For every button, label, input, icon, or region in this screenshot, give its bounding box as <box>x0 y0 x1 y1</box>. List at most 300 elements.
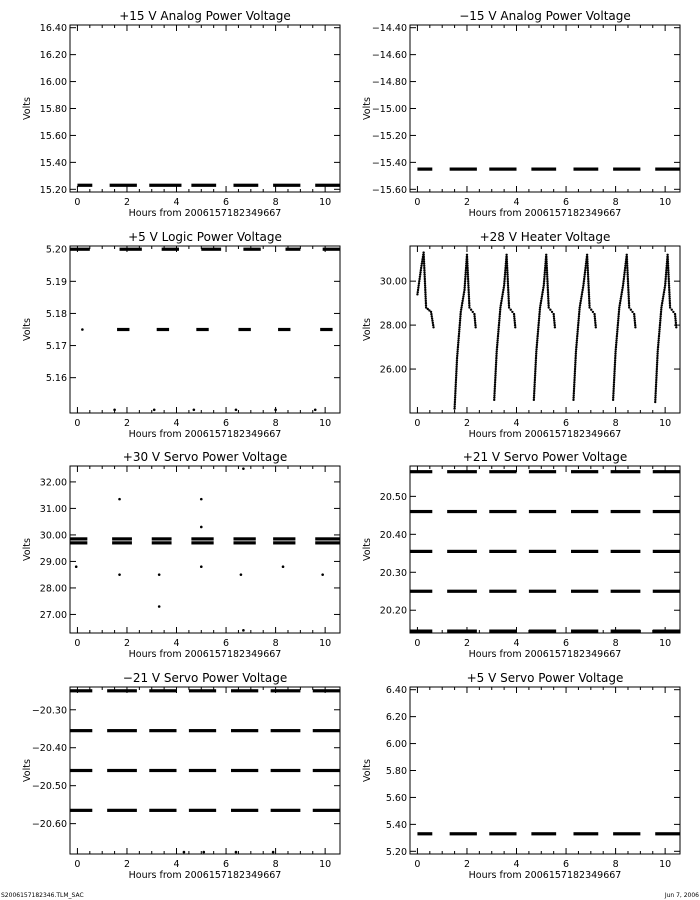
data-point <box>462 295 464 297</box>
data-point <box>584 271 586 273</box>
x-tick-label: 8 <box>272 418 279 429</box>
x-tick-label: 8 <box>612 638 619 649</box>
data-point <box>81 328 84 331</box>
data-point <box>507 293 509 295</box>
data-point <box>461 300 463 302</box>
data-point <box>425 302 427 304</box>
data-point <box>508 302 510 304</box>
data-point <box>573 394 575 396</box>
data-point <box>497 333 499 335</box>
data-point <box>431 320 433 322</box>
data-point <box>423 271 425 273</box>
data-marks <box>410 470 680 633</box>
data-marks <box>417 832 680 835</box>
y-tick-label: −20.50 <box>31 781 67 793</box>
data-point <box>464 284 466 286</box>
data-point <box>633 313 635 315</box>
data-point <box>614 357 616 359</box>
data-segment <box>655 832 680 835</box>
data-marks <box>70 689 340 853</box>
data-point <box>493 396 495 398</box>
data-point <box>536 337 538 339</box>
data-segment <box>313 729 340 732</box>
data-point <box>574 359 576 361</box>
x-tick-label: 4 <box>513 638 520 649</box>
data-point <box>424 287 426 289</box>
data-point <box>456 363 458 365</box>
data-point <box>494 372 496 374</box>
data-point <box>423 258 425 260</box>
y-tick-label: 6.20 <box>385 712 407 724</box>
data-point <box>461 304 463 306</box>
data-point <box>572 396 574 398</box>
data-point <box>581 293 583 295</box>
data-segment <box>611 630 641 633</box>
data-point <box>659 315 661 317</box>
data-point <box>454 390 456 392</box>
data-segment <box>273 541 295 544</box>
data-point <box>459 320 461 322</box>
data-point <box>669 306 671 308</box>
data-point <box>627 287 629 289</box>
data-point <box>539 309 541 311</box>
chart-title: −21 V Servo Power Voltage <box>122 671 288 685</box>
data-point <box>634 322 636 324</box>
x-tick-label: 4 <box>513 418 520 429</box>
data-point <box>662 295 664 297</box>
data-segment <box>70 689 92 692</box>
data-point <box>617 315 619 317</box>
data-point <box>575 350 577 352</box>
data-point <box>460 311 462 313</box>
y-tick-label: 5.18 <box>45 308 67 320</box>
data-point <box>496 339 498 341</box>
x-tick-label: 8 <box>272 197 279 208</box>
data-point <box>627 284 629 286</box>
data-point <box>467 289 469 291</box>
data-point <box>668 280 670 282</box>
data-point <box>614 363 616 365</box>
data-point <box>457 348 459 350</box>
data-segment <box>70 729 92 732</box>
data-point <box>655 377 657 379</box>
data-point <box>622 282 624 284</box>
data-point <box>668 282 670 284</box>
data-point <box>506 262 508 264</box>
x-axis-label: Hours from 2006157182349667 <box>468 429 622 440</box>
data-segment <box>273 537 295 540</box>
data-point <box>460 306 462 308</box>
data-point <box>668 278 670 280</box>
y-tick-label: −15.00 <box>371 104 407 115</box>
data-point <box>634 326 636 328</box>
data-segment <box>447 630 477 633</box>
y-axis-label: Volts <box>22 318 33 341</box>
data-point <box>588 289 590 291</box>
data-point <box>542 287 544 289</box>
data-point <box>627 282 629 284</box>
data-point <box>499 306 501 308</box>
data-point <box>586 260 588 262</box>
data-point <box>507 278 509 280</box>
data-point <box>455 381 457 383</box>
data-point <box>613 383 615 385</box>
plot-frame <box>70 25 340 192</box>
data-point <box>118 573 121 576</box>
x-tick-label: 0 <box>414 418 421 429</box>
data-point <box>633 317 635 319</box>
data-point <box>586 256 588 258</box>
data-point <box>501 295 503 297</box>
data-point <box>613 372 615 374</box>
y-tick-label: 5.20 <box>385 846 407 858</box>
data-point <box>578 313 580 315</box>
data-point <box>503 287 505 289</box>
data-point <box>200 565 203 568</box>
data-point <box>508 300 510 302</box>
x-tick-label: 6 <box>563 859 570 870</box>
data-point <box>579 302 581 304</box>
data-point <box>675 322 677 324</box>
data-point <box>583 276 585 278</box>
data-segment <box>653 550 680 553</box>
data-point <box>584 267 586 269</box>
data-point <box>499 309 501 311</box>
data-point <box>431 315 433 317</box>
data-point <box>534 381 536 383</box>
x-tick-label: 4 <box>513 859 520 870</box>
data-segment <box>571 470 598 473</box>
data-point <box>541 295 543 297</box>
data-point <box>533 394 535 396</box>
data-point <box>498 326 500 328</box>
data-point <box>630 309 632 311</box>
data-point <box>664 282 666 284</box>
data-segment <box>529 470 556 473</box>
data-point <box>612 388 614 390</box>
data-point <box>662 293 664 295</box>
x-tick-label: 8 <box>272 859 279 870</box>
data-segment <box>417 832 432 835</box>
x-axis-label: Hours from 2006157182349667 <box>128 429 282 440</box>
data-point <box>454 385 456 387</box>
data-point <box>533 385 535 387</box>
data-point <box>495 357 497 359</box>
data-point <box>423 269 425 271</box>
data-point <box>467 282 469 284</box>
data-point <box>576 333 578 335</box>
data-point <box>546 282 548 284</box>
data-point <box>417 287 419 289</box>
data-point <box>588 306 590 308</box>
x-tick-label: 10 <box>319 197 332 208</box>
data-point <box>627 278 629 280</box>
data-point <box>574 361 576 363</box>
data-point <box>498 320 500 322</box>
y-tick-label: 20.50 <box>379 491 407 503</box>
data-point <box>495 361 497 363</box>
data-point <box>507 284 509 286</box>
data-point <box>535 350 537 352</box>
data-point <box>547 300 549 302</box>
data-point <box>594 320 596 322</box>
data-point <box>576 335 578 337</box>
data-point <box>545 254 547 256</box>
y-tick-label: −20.40 <box>31 743 67 755</box>
data-point <box>506 269 508 271</box>
data-point <box>658 328 660 330</box>
data-point <box>575 355 577 357</box>
data-segment <box>573 168 598 171</box>
data-segment <box>70 809 92 812</box>
data-point <box>573 390 575 392</box>
data-point <box>633 315 635 317</box>
data-point <box>623 278 625 280</box>
data-segment <box>571 590 598 593</box>
data-point <box>418 278 420 280</box>
data-point <box>535 348 537 350</box>
y-tick-label: 27.00 <box>39 609 67 621</box>
data-segment <box>315 541 340 544</box>
data-point <box>668 291 670 293</box>
data-point <box>631 311 633 313</box>
data-segment <box>112 537 132 540</box>
data-point <box>613 377 615 379</box>
y-tick-label: −20.30 <box>31 705 67 717</box>
data-point <box>612 396 614 398</box>
data-point <box>200 526 203 529</box>
data-point <box>495 368 497 370</box>
data-point <box>658 330 660 332</box>
x-tick-label: 0 <box>414 197 421 208</box>
data-point <box>660 313 662 315</box>
data-point <box>431 317 433 319</box>
data-point <box>496 344 498 346</box>
data-point <box>242 467 245 470</box>
data-point <box>454 394 456 396</box>
plot-frame <box>70 466 340 633</box>
plot-frame <box>410 25 680 192</box>
data-point <box>577 322 579 324</box>
data-segment <box>152 537 172 540</box>
data-point <box>500 300 502 302</box>
data-point <box>467 284 469 286</box>
data-point <box>546 273 548 275</box>
y-tick-label: 16.40 <box>39 23 67 35</box>
data-point <box>543 280 545 282</box>
data-point <box>533 383 535 385</box>
data-segment <box>410 510 432 513</box>
data-point <box>506 265 508 267</box>
data-point <box>314 408 317 411</box>
chart-title: +28 V Heater Voltage <box>479 230 611 244</box>
data-point <box>240 573 243 576</box>
x-tick-label: 10 <box>319 859 332 870</box>
data-point <box>274 408 277 411</box>
data-point <box>499 311 501 313</box>
data-point <box>614 359 616 361</box>
data-point <box>575 348 577 350</box>
data-point <box>467 271 469 273</box>
x-tick-label: 8 <box>612 418 619 429</box>
data-point <box>468 300 470 302</box>
data-segment <box>313 769 340 772</box>
plot-frame <box>410 466 680 633</box>
data-point <box>458 333 460 335</box>
x-tick-label: 6 <box>223 638 230 649</box>
y-tick-label: 30.00 <box>379 276 407 288</box>
data-point <box>457 339 459 341</box>
y-tick-label: −14.40 <box>371 23 407 35</box>
data-segment <box>489 590 516 593</box>
data-point <box>656 359 658 361</box>
data-point <box>493 399 495 401</box>
data-point <box>507 287 509 289</box>
data-segment <box>447 590 477 593</box>
data-point <box>494 385 496 387</box>
data-point <box>626 267 628 269</box>
data-point <box>579 304 581 306</box>
data-point <box>455 379 457 381</box>
data-point <box>421 262 423 264</box>
data-segment <box>107 729 137 732</box>
data-point <box>628 298 630 300</box>
data-segment <box>489 168 516 171</box>
data-point <box>545 258 547 260</box>
data-point <box>594 315 596 317</box>
data-segment <box>653 590 680 593</box>
data-point <box>668 295 670 297</box>
data-point <box>574 374 576 376</box>
data-point <box>614 355 616 357</box>
data-point <box>461 302 463 304</box>
data-point <box>654 399 656 401</box>
data-point <box>574 372 576 374</box>
data-point <box>459 317 461 319</box>
data-point <box>654 396 656 398</box>
x-tick-label: 0 <box>74 859 81 870</box>
data-segment <box>315 184 340 187</box>
data-point <box>537 330 539 332</box>
data-segment <box>243 248 260 251</box>
data-point <box>671 309 673 311</box>
data-point <box>667 269 669 271</box>
data-point <box>468 304 470 306</box>
x-axis-label: Hours from 2006157182349667 <box>468 649 622 660</box>
data-point <box>507 289 509 291</box>
data-point <box>423 262 425 264</box>
data-point <box>468 295 470 297</box>
data-point <box>506 276 508 278</box>
data-point <box>547 291 549 293</box>
data-point <box>473 313 475 315</box>
data-point <box>417 289 419 291</box>
chart-panel-3 <box>22 230 340 440</box>
data-point <box>474 324 476 326</box>
data-point <box>500 302 502 304</box>
data-point <box>510 309 512 311</box>
data-point <box>494 383 496 385</box>
data-segment <box>149 809 176 812</box>
data-point <box>466 256 468 258</box>
x-axis-label: Hours from 2006157182349667 <box>128 870 282 881</box>
data-point <box>432 322 434 324</box>
data-point <box>420 267 422 269</box>
data-point <box>583 280 585 282</box>
data-point <box>113 408 116 411</box>
data-segment <box>238 328 250 331</box>
data-point <box>472 311 474 313</box>
data-point <box>455 377 457 379</box>
data-point <box>464 282 466 284</box>
chart-title: +15 V Analog Power Voltage <box>119 9 291 23</box>
y-axis-label: Volts <box>22 538 33 561</box>
data-point <box>495 363 497 365</box>
y-tick-label: 5.20 <box>45 244 67 256</box>
data-point <box>655 383 657 385</box>
chart-panel-2 <box>362 9 680 219</box>
data-point <box>536 339 538 341</box>
data-point <box>584 269 586 271</box>
data-point <box>539 304 541 306</box>
data-point <box>554 324 556 326</box>
data-point <box>546 276 548 278</box>
data-point <box>497 337 499 339</box>
data-point <box>612 392 614 394</box>
data-point <box>455 372 457 374</box>
data-point <box>534 366 536 368</box>
y-tick-label: 5.19 <box>45 276 67 288</box>
data-point <box>424 293 426 295</box>
data-point <box>620 298 622 300</box>
data-point <box>623 273 625 275</box>
data-point <box>513 320 515 322</box>
data-point <box>616 333 618 335</box>
data-point <box>457 346 459 348</box>
data-point <box>514 322 516 324</box>
data-point <box>674 320 676 322</box>
data-point <box>614 352 616 354</box>
data-point <box>455 383 457 385</box>
data-point <box>498 322 500 324</box>
y-tick-label: 30.00 <box>39 530 67 542</box>
data-segment <box>110 184 137 187</box>
data-segment <box>107 769 137 772</box>
y-tick-label: 5.16 <box>45 373 67 385</box>
data-segment <box>152 541 172 544</box>
data-point <box>654 392 656 394</box>
data-point <box>576 330 578 332</box>
data-point <box>675 324 677 326</box>
data-point <box>466 262 468 264</box>
y-tick-label: 6.00 <box>385 739 407 751</box>
data-segment <box>410 630 432 633</box>
x-tick-label: 4 <box>173 638 180 649</box>
x-tick-label: 0 <box>74 197 81 208</box>
data-point <box>587 269 589 271</box>
data-point <box>614 366 616 368</box>
data-point <box>513 315 515 317</box>
data-point <box>468 306 470 308</box>
x-axis-label: Hours from 2006157182349667 <box>128 208 282 219</box>
data-point <box>613 381 615 383</box>
data-point <box>547 293 549 295</box>
data-point <box>656 355 658 357</box>
x-tick-label: 8 <box>612 859 619 870</box>
data-segment <box>149 729 176 732</box>
data-segment <box>191 184 216 187</box>
data-segment <box>196 328 208 331</box>
